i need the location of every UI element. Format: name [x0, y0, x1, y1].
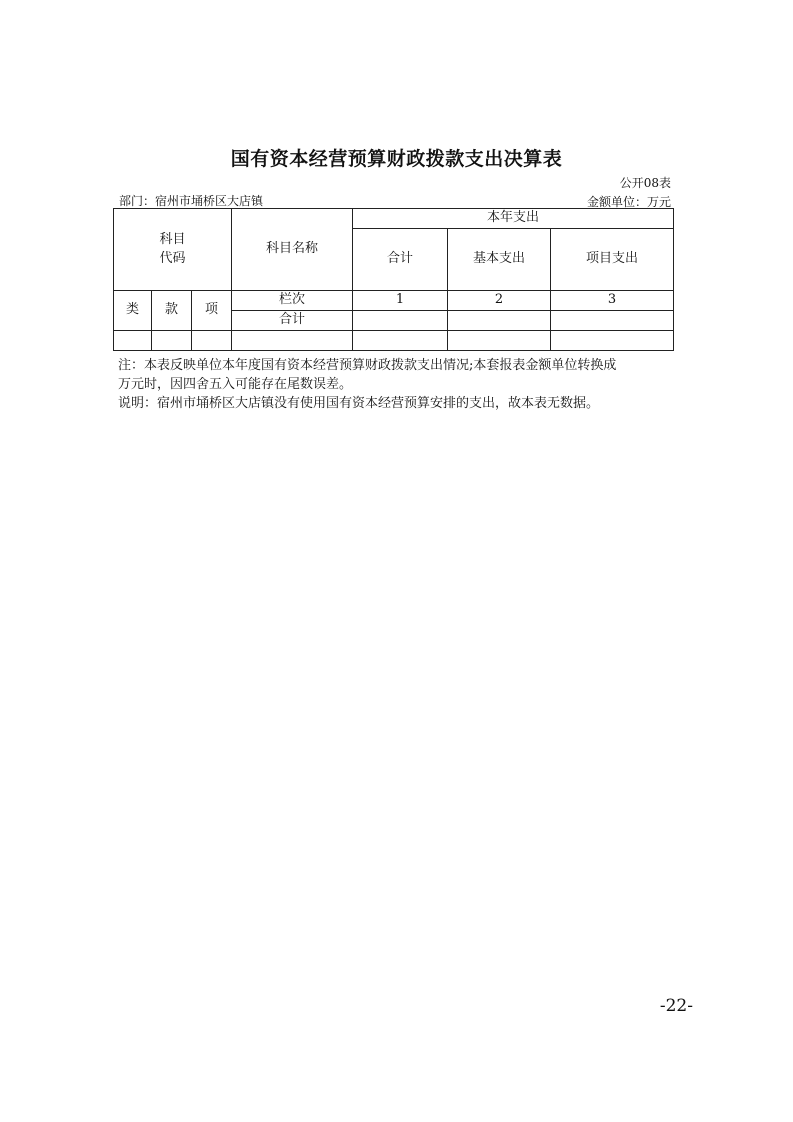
subject-code-header: 科目 代码	[114, 209, 232, 291]
total-row-project	[551, 311, 674, 331]
row-index-3: 3	[551, 291, 674, 311]
current-year-expenditure-header: 本年支出	[353, 209, 674, 229]
empty-data-row	[114, 331, 674, 351]
class-header: 类	[114, 291, 152, 331]
page-number: -22-	[659, 996, 693, 1016]
basic-expenditure-header: 基本支出	[448, 229, 551, 291]
total-row-basic	[448, 311, 551, 331]
row-index-2: 2	[448, 291, 551, 311]
page-title: 国有资本经营预算财政拨款支出决算表	[230, 148, 563, 170]
form-number: 公开08表	[619, 176, 671, 190]
section-header: 款	[152, 291, 192, 331]
total-row-label: 合计	[232, 311, 353, 331]
subject-name-header: 科目名称	[232, 209, 353, 291]
note-2: 说明：宿州市埇桥区大店镇没有使用国有资本经营预算安排的支出，故本表无数据。	[118, 396, 600, 411]
note-1-line-1: 注：本表反映单位本年度国有资本经营预算财政拨款支出情况;本套报表金额单位转换成	[118, 358, 617, 373]
amount-unit-label: 金额单位：万元	[586, 195, 671, 209]
project-expenditure-header: 项目支出	[551, 229, 674, 291]
note-1-line-2: 万元时，因四舍五入可能存在尾数误差。	[118, 377, 353, 392]
row-index-label: 栏次	[232, 291, 353, 311]
total-row-total	[353, 311, 448, 331]
expenditure-table	[113, 208, 674, 351]
item-header: 项	[192, 291, 232, 331]
department-label: 部门：宿州市埇桥区大店镇	[119, 194, 264, 208]
row-index-1: 1	[353, 291, 448, 311]
notes	[118, 356, 678, 413]
total-column-header: 合计	[353, 229, 448, 291]
